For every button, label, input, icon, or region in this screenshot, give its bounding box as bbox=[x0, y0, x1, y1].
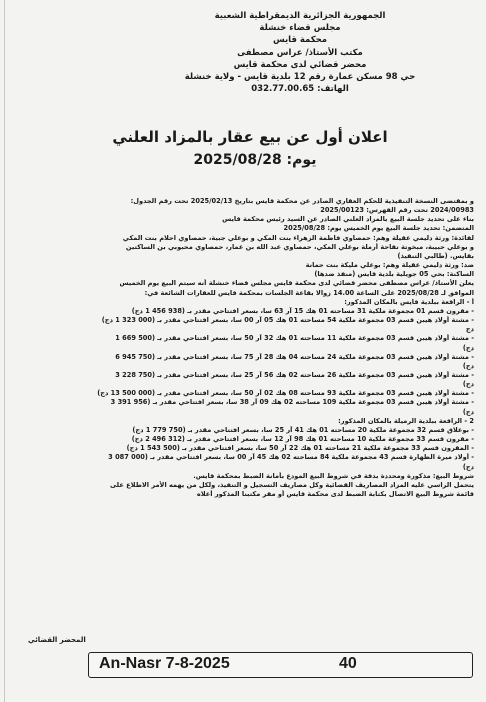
body-line: - مشتة أولاد هيبن قسم 03 مجموعة ملكية 109 مساحته 02 هك 09 آر 38 سا، بسعر افتتاحي مقدر بـ (956 391 3 bbox=[110, 398, 474, 407]
body-line: 2024/00983 تحت رقم الفهرس: 2025/00123 bbox=[320, 206, 474, 215]
issue-label: An-Nasr 7-8-2025 bbox=[99, 655, 230, 672]
letterhead bbox=[170, 10, 430, 95]
body-line: - مشتة أولاد هيبن قسم 03 مجموعة ملكية 11 مساحته 01 هك 32 آر 50 سا، بسعر افتتاحي مقدر بـ (500 669 1 bbox=[115, 334, 474, 343]
body-line: بقايس. (طالبي التنفيذ) bbox=[397, 251, 474, 260]
body-line: ضد: ورثة دليمي عقيلة وهم: بوعلي مليكة بنت حمانة bbox=[305, 261, 474, 270]
header-line: مكتب الأستاذ/ عراس مصطفى bbox=[237, 47, 363, 58]
body-line: المتضمن: تحديد جلسة البيع يوم الخميس يوم: 2025/08/28 bbox=[283, 224, 474, 233]
body-line: - مشتة أولاد هيبن قسم 03 مجموعة ملكية 26 مساحته 02 هك 56 آر 25 سا، بسعر افتتاحي مقدر بـ (750 228 3 bbox=[115, 370, 474, 379]
body-line: - بوعلاق قسم 32 مجموعة ملكية 20 مساحته 01 هك 41 آر 25 سا، بسعر افتتاحي مقدر بـ (750 779 1 دج) bbox=[132, 425, 474, 434]
body-line: قائمة شروط البيع الاتصال بكتابة الضبط لدى محكمة قايس أو مقر مكتبنا المذكور أعلاه bbox=[196, 490, 474, 498]
page-edge bbox=[4, 0, 5, 702]
body-line: دج) bbox=[462, 361, 474, 370]
body-line: - المقرون قسم 33 مجموعة ملكية 21 مساحته 01 هك 22 آر 50 سا، بسعر افتتاحي مقدر بـ (500 543 1 دج) bbox=[126, 444, 474, 453]
body-line: لفائدة: ورثة دليمي عقيلة وهم: حمصاوي فاطمة الزهراء بنت المكي و بوعلي جبية، حمصاوي احلام بنت المكي bbox=[122, 233, 474, 242]
body-line: دج) bbox=[462, 343, 474, 352]
body-line: الساكنة: بحي 05 جويلية بلدية قايس (منفذ ضدها) bbox=[314, 270, 474, 279]
body-line: بناء على تحديد جلسة البيع بالمزاد العلني الصادر عن السيد رئيس محكمة قايس bbox=[222, 215, 474, 224]
body-line: - مقرون قسم 33 مجموعة ملكية 10 مساحته 01 هك 98 آر 12 سا، بسعر افتتاحي مقدر بـ (312 496 2 دج) bbox=[131, 435, 474, 444]
header-line: الهاتف: 032.77.00.65 bbox=[251, 84, 349, 95]
body-line: 2 - الراقعة ببلدية الرميلة بالمكان المذكور: bbox=[338, 416, 474, 425]
notice-title: اعلان أول عن بيع عقار بالمزاد العلني bbox=[112, 128, 388, 146]
body-line: أ - الراقعة ببلدية قايس بالمكان المذكور: bbox=[344, 297, 474, 306]
notice-body bbox=[12, 197, 474, 499]
body-line: يعلن الأستاذ/ عراس مصطفى محضر قضائي لدى محكمة قايس مجلس قضاء خنشلة أنه سيتم البيع يوم الخميس bbox=[119, 279, 474, 288]
header-line: محكمة قايس bbox=[272, 35, 328, 46]
header-line: الجمهورية الجزائرية الديمقراطية الشعبية bbox=[214, 11, 386, 21]
body-line: - مشتة أولاد هيبن قسم 03 مجموعة ملكية 93 مساحته 08 هك 02 آر 50 سا، بسعر افتتاحي مقدر بـ (000 500 13 دج) bbox=[97, 389, 474, 398]
body-line: - مشتة أولاد هيبن قسم 03 مجموعة ملكية 24 مساحته 04 هك 28 آر 75 سا، بسعر افتتاحي مقدر بـ (750 945 6 bbox=[115, 352, 474, 361]
bailiff-signature: المحضر القضائي bbox=[28, 636, 86, 644]
page-footer bbox=[88, 652, 473, 678]
body-line: دج) bbox=[462, 407, 474, 416]
page-number: 40 bbox=[339, 655, 357, 672]
header-line: مجلس قضاء خنشلة bbox=[259, 23, 341, 34]
body-line: شروط البيع: مذكورة ومحددة بدقة في شروط البيع المودع بأمانة الضبط بمحكمة قايس. bbox=[193, 471, 474, 480]
body-line: دج) bbox=[462, 462, 474, 471]
body-line: و بوعلي حبيبة، مبخوتة نفاحة أرملة بوعلي المكي، حمصاوي عبد الله بن عمار، حمصاوي محبوبي بن الساكتين bbox=[125, 242, 474, 251]
header-line: حي 98 مسكن عمارة رقم 12 بلدية قايس - ولاية خنشلة bbox=[184, 72, 416, 83]
body-line: و بمقتضى النسخة التنفيذية للحكم العقاري الصادر عن محكمة قايس بتاريخ 2025/02/13 تحت رقم الجدول: bbox=[130, 197, 474, 205]
body-line: - مشتة أولاد هيبن قسم 03 مجموعة ملكية 54 مساحته 01 هك 05 آر 00 سا، بسعر افتتاحي مقدر بـ (000 323 1 دج) bbox=[101, 316, 474, 325]
body-line: - أولاد ميرة الظهارة قسم 43 مجموعة ملكية 84 مساحته 02 هك 45 آر 00 سا، بسعر افتتاحي مقدر بـ (000 087 3 bbox=[108, 453, 474, 462]
body-line: الموافق لـ 2025/08/28 على الساعة 14.00 زوالا بقاعة الجلسات بمحكمة قايس للعقارات الشائعة في: bbox=[144, 288, 474, 297]
body-line: دج) bbox=[462, 380, 474, 389]
body-line: دج bbox=[465, 325, 474, 334]
auction-date: يوم: 2025/08/28 bbox=[193, 152, 317, 168]
body-line: يتحمل الراسي عليه المزاد المصاريف القضائية وكل مصاريف التسجيل و التنفيذ، ولكل من يهمه الأمر الاطلاع على bbox=[110, 480, 474, 489]
header-line: محضر قضائي لدى محكمة قايس bbox=[233, 59, 367, 70]
body-line: - مقرون قسم 01 مجموعة ملكية 31 مساحته 01 هك 15 آر 63 سا، بسعر افتتاحي مقدر بـ (938 456 1 دج) bbox=[131, 306, 474, 315]
